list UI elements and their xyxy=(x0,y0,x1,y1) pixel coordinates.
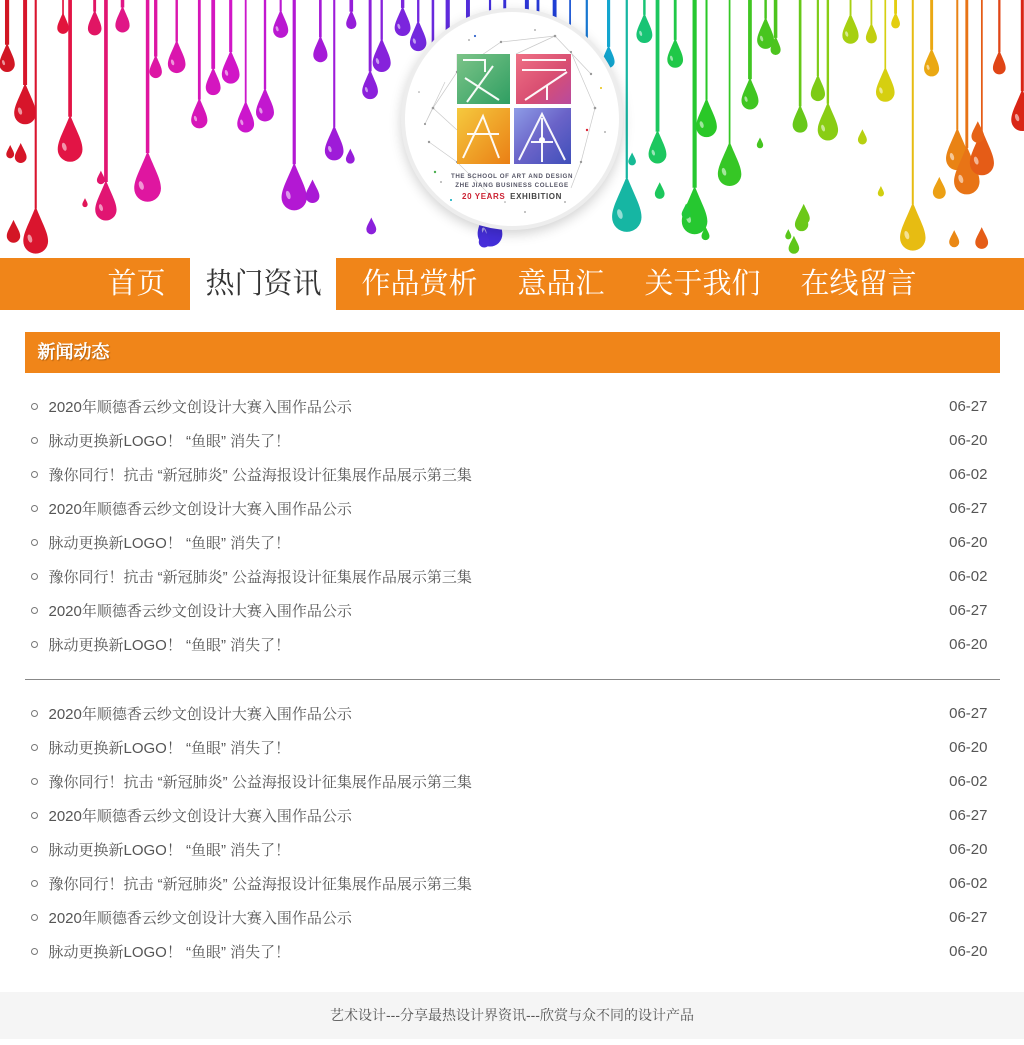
news-item-date: 06-27 xyxy=(949,499,988,517)
bullet-icon xyxy=(31,505,38,512)
nav-list xyxy=(0,258,1024,310)
news-item-link[interactable]: 2020年顺德香云纱文创设计大赛入围作品公示 xyxy=(48,398,352,416)
news-item-link[interactable]: 脉动更换新LOGO！ “鱼眼” 消失了！ xyxy=(48,636,291,654)
bullet-icon xyxy=(31,403,38,410)
news-item[interactable] xyxy=(25,389,1000,423)
site-logo[interactable] xyxy=(401,8,623,230)
news-item-date: 06-20 xyxy=(949,533,988,551)
news-item[interactable] xyxy=(25,696,1000,730)
logo-caption-line2: ZHE JIANG BUSINESS COLLEGE xyxy=(455,182,569,189)
news-item[interactable] xyxy=(25,627,1000,661)
site-header xyxy=(0,0,1024,258)
bullet-icon xyxy=(31,880,38,887)
logo-glyph-dot xyxy=(539,137,545,143)
news-item-date: 06-02 xyxy=(949,772,988,790)
news-item-link[interactable]: 2020年顺德香云纱文创设计大赛入围作品公示 xyxy=(48,909,352,927)
news-item-link[interactable]: 豫你同行！抗击 “新冠肺炎” 公益海报设计征集展作品展示第三集 xyxy=(48,466,472,484)
news-section-title: 新闻动态 xyxy=(37,342,110,362)
news-item[interactable] xyxy=(25,730,1000,764)
news-item-link[interactable]: 脉动更换新LOGO！ “鱼眼” 消失了！ xyxy=(48,739,291,757)
news-list-bottom xyxy=(25,696,1000,968)
main-navbar xyxy=(0,258,1024,310)
news-item-link[interactable]: 2020年顺德香云纱文创设计大赛入围作品公示 xyxy=(48,602,352,620)
bullet-icon xyxy=(31,710,38,717)
news-item-link[interactable]: 2020年顺德香云纱文创设计大赛入围作品公示 xyxy=(48,705,352,723)
news-item[interactable] xyxy=(25,934,1000,968)
news-item-date: 06-27 xyxy=(949,806,988,824)
site-footer xyxy=(0,992,1024,1039)
news-item-date: 06-20 xyxy=(949,942,988,960)
logo-caption-line3 xyxy=(462,192,562,201)
news-item[interactable] xyxy=(25,559,1000,593)
news-item[interactable] xyxy=(25,491,1000,525)
news-item[interactable] xyxy=(25,900,1000,934)
footer-text: 艺术设计---分享最热设计界资讯---欣赏与众不同的设计产品 xyxy=(330,1007,694,1023)
news-item-date: 06-02 xyxy=(949,465,988,483)
news-item-date: 06-20 xyxy=(949,738,988,756)
list-divider xyxy=(25,679,1000,680)
nav-item-ideas[interactable]: 意品汇 xyxy=(517,268,605,300)
news-item-link[interactable]: 脉动更换新LOGO！ “鱼眼” 消失了！ xyxy=(48,943,291,961)
bullet-icon xyxy=(31,641,38,648)
nav-item-works[interactable]: 作品赏析 xyxy=(361,268,478,300)
nav-item-home[interactable]: 首页 xyxy=(107,268,166,300)
news-item-link[interactable]: 2020年顺德香云纱文创设计大赛入围作品公示 xyxy=(48,500,352,518)
bullet-icon xyxy=(31,778,38,785)
news-item-date: 06-20 xyxy=(949,635,988,653)
logo-caption-line1: THE SCHOOL OF ART AND DESIGN xyxy=(450,173,574,180)
news-item[interactable] xyxy=(25,593,1000,627)
news-item-link[interactable]: 豫你同行！抗击 “新冠肺炎” 公益海报设计征集展作品展示第三集 xyxy=(48,568,472,586)
logo-artwork xyxy=(405,12,619,226)
bullet-icon xyxy=(31,471,38,478)
logo-years-text: 20 YEARS xyxy=(462,192,506,201)
news-item-link[interactable]: 豫你同行！抗击 “新冠肺炎” 公益海报设计征集展作品展示第三集 xyxy=(48,773,472,791)
news-page xyxy=(0,332,1024,992)
news-item[interactable] xyxy=(25,525,1000,559)
bullet-icon xyxy=(31,437,38,444)
bullet-icon xyxy=(31,744,38,751)
bullet-icon xyxy=(31,914,38,921)
bullet-icon xyxy=(31,846,38,853)
news-item-link[interactable]: 脉动更换新LOGO！ “鱼眼” 消失了！ xyxy=(48,432,291,450)
news-item-date: 06-27 xyxy=(949,908,988,926)
news-item[interactable] xyxy=(25,798,1000,832)
bullet-icon xyxy=(31,812,38,819)
news-item-date: 06-20 xyxy=(949,431,988,449)
logo-exhibition-text: EXHIBITION xyxy=(507,192,562,201)
nav-item-about[interactable]: 关于我们 xyxy=(644,268,761,300)
bullet-icon xyxy=(31,607,38,614)
news-item[interactable] xyxy=(25,764,1000,798)
news-item-date: 06-27 xyxy=(949,601,988,619)
news-item-link[interactable]: 脉动更换新LOGO！ “鱼眼” 消失了！ xyxy=(48,534,291,552)
bullet-icon xyxy=(31,948,38,955)
news-item[interactable] xyxy=(25,832,1000,866)
news-item-link[interactable]: 2020年顺德香云纱文创设计大赛入围作品公示 xyxy=(48,807,352,825)
news-item-link[interactable]: 脉动更换新LOGO！ “鱼眼” 消失了！ xyxy=(48,841,291,859)
news-item[interactable] xyxy=(25,423,1000,457)
nav-item-message[interactable]: 在线留言 xyxy=(800,268,917,300)
news-section-header xyxy=(25,332,1000,373)
news-item-date: 06-27 xyxy=(949,704,988,722)
bullet-icon xyxy=(31,573,38,580)
news-item-link[interactable]: 豫你同行！抗击 “新冠肺炎” 公益海报设计征集展作品展示第三集 xyxy=(48,875,472,893)
news-item[interactable] xyxy=(25,457,1000,491)
news-item[interactable] xyxy=(25,866,1000,900)
news-item-date: 06-27 xyxy=(949,397,988,415)
news-item-date: 06-02 xyxy=(949,874,988,892)
nav-item-hot-news[interactable]: 热门资讯 xyxy=(190,252,336,316)
bullet-icon xyxy=(31,539,38,546)
news-list-top xyxy=(25,389,1000,661)
news-item-date: 06-20 xyxy=(949,840,988,858)
news-item-date: 06-02 xyxy=(949,567,988,585)
